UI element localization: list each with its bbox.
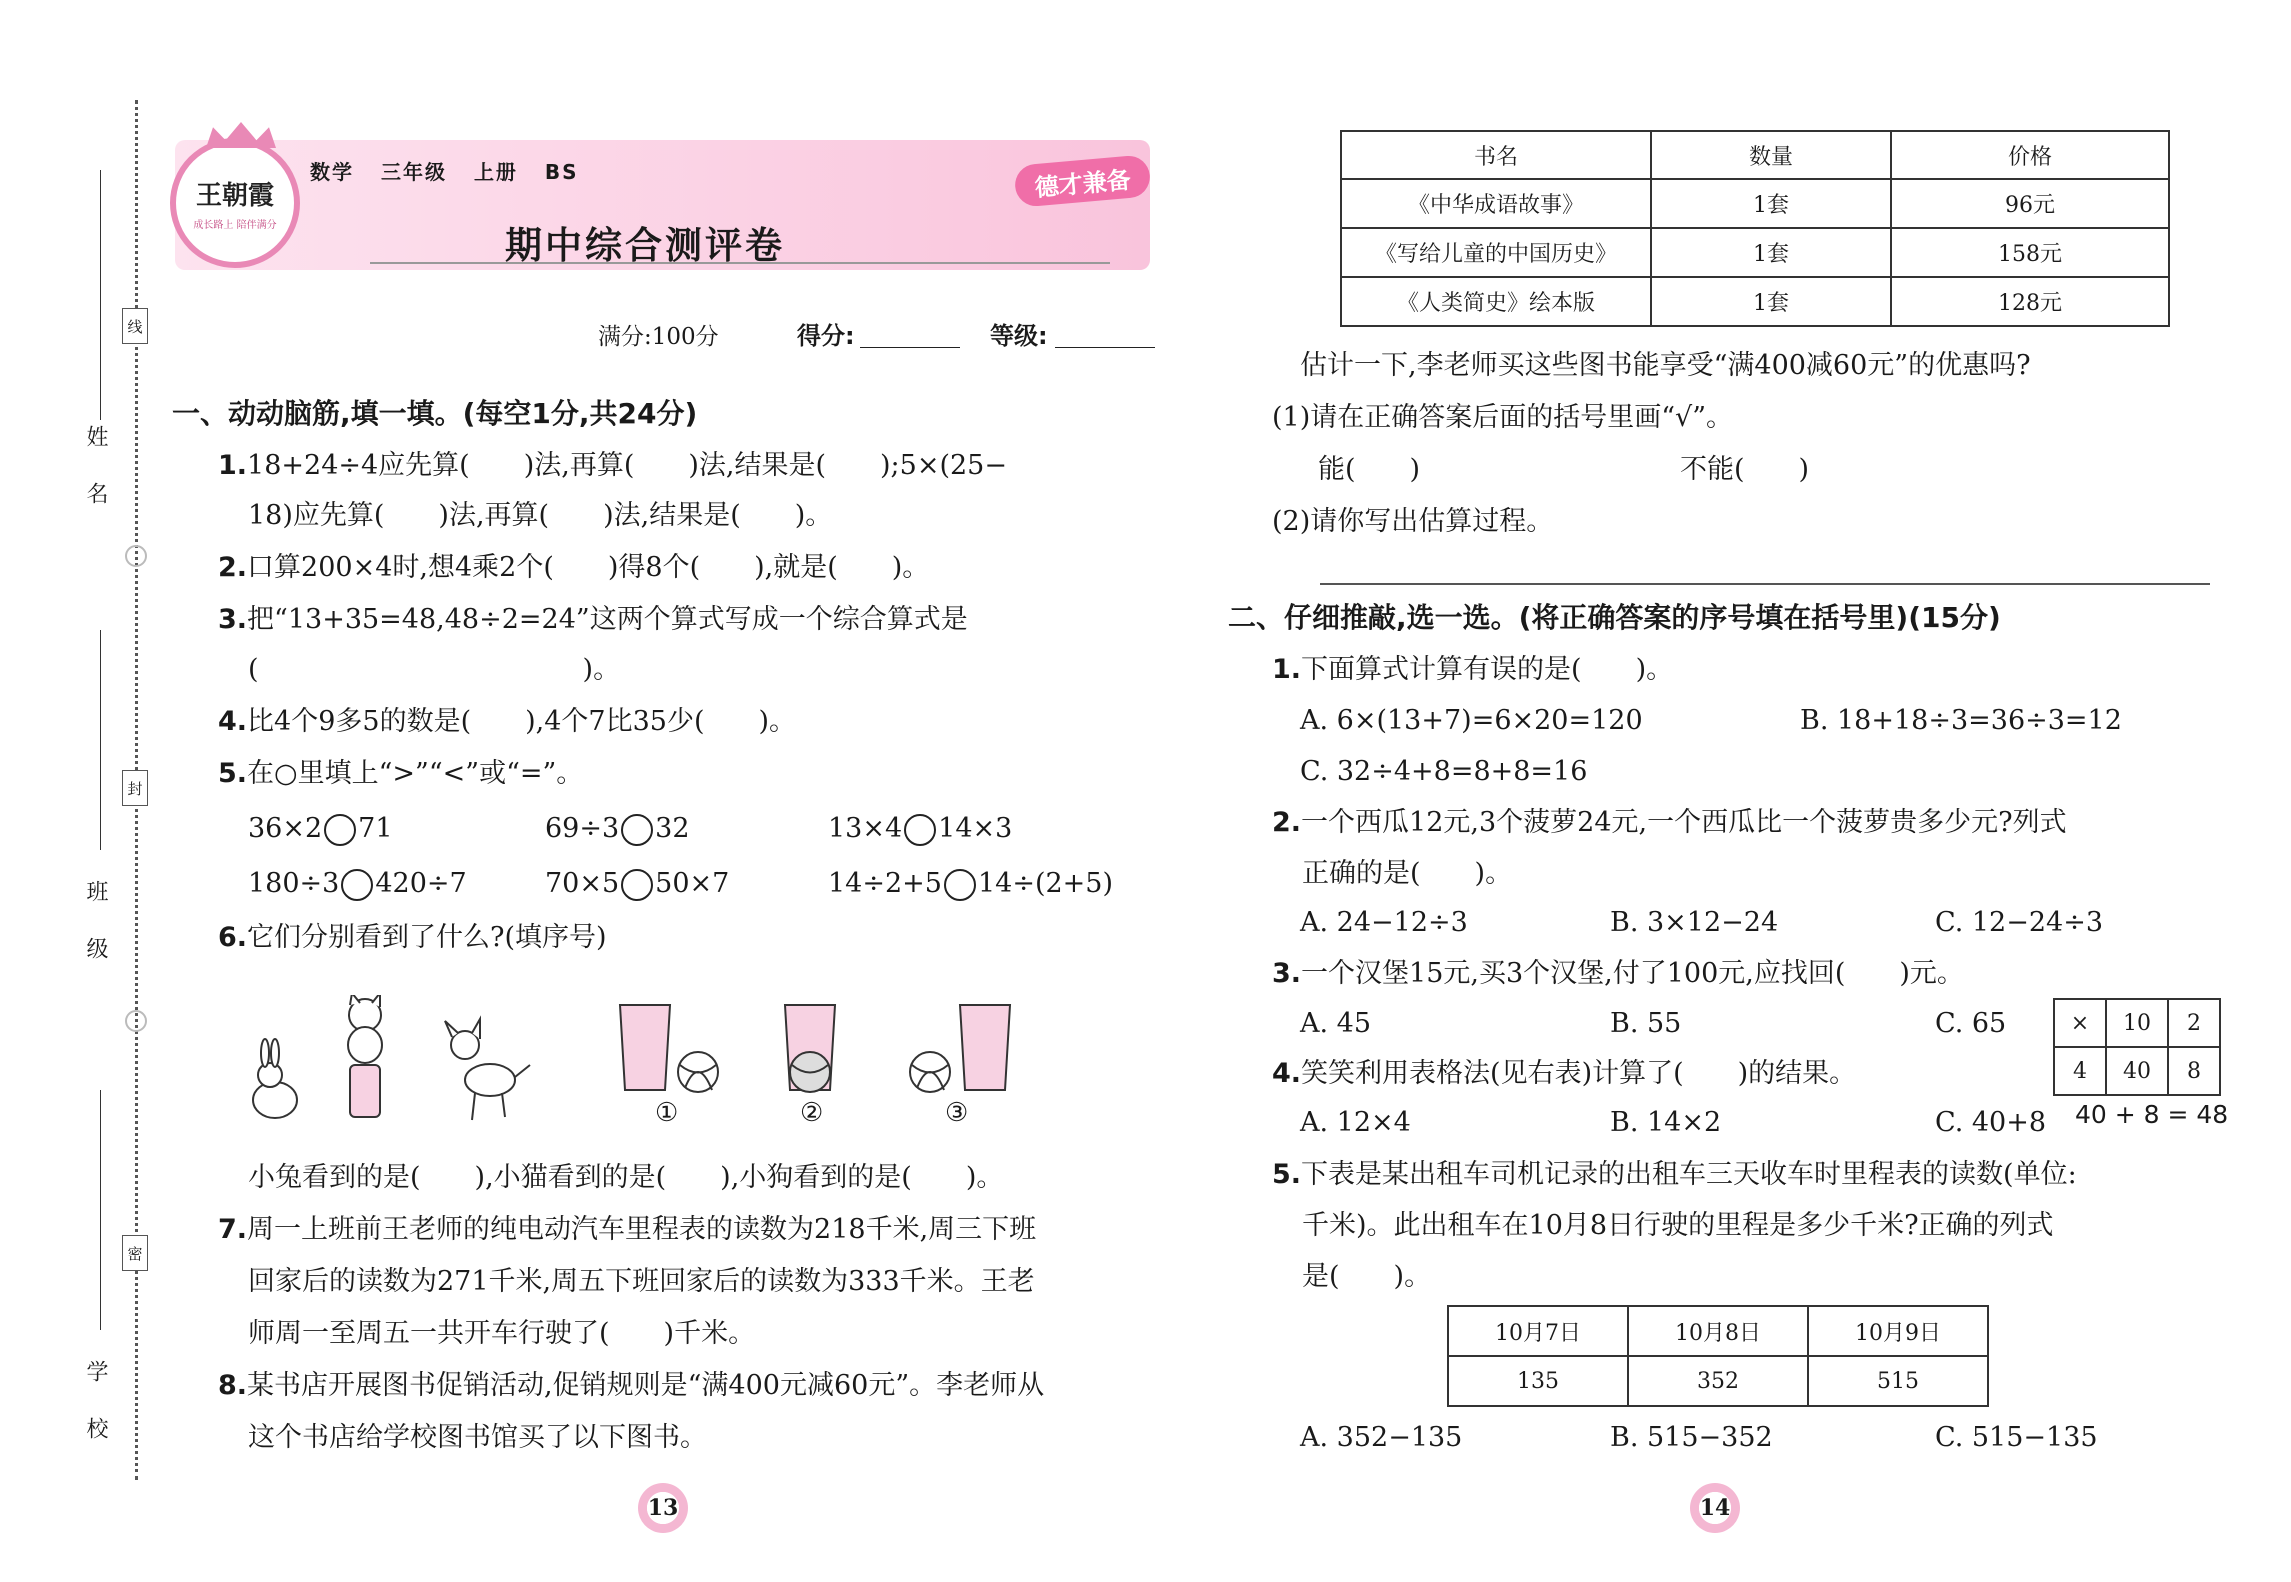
score-field[interactable] — [860, 347, 960, 348]
grid-row — [2054, 1047, 2220, 1095]
level-field[interactable] — [1055, 347, 1155, 348]
compare-item — [545, 858, 729, 909]
table-header-row — [1341, 131, 2169, 179]
table-cell: 135 — [1448, 1356, 1628, 1406]
full-score: 满分:100分 — [598, 324, 719, 350]
s2-q2-option-a[interactable]: A. 24−12÷3 — [1300, 907, 1468, 938]
question-7 — [218, 1204, 1036, 1255]
logo-text: 王朝霞 — [195, 181, 274, 211]
table-row — [1341, 179, 2169, 228]
q-number: 1. — [218, 450, 248, 481]
page-number-left: 13 — [638, 1483, 688, 1533]
table-cell: 《中华成语故事》 — [1341, 179, 1651, 228]
question-4 — [218, 696, 796, 747]
page-number-right: 14 — [1690, 1483, 1740, 1533]
s2-q1-option-a[interactable]: A. 6×(13+7)=6×20=120 — [1300, 705, 1643, 736]
table-cell: 515 — [1808, 1356, 1988, 1406]
q4-text: 比4个9多5的数是( ),4个7比35少( )。 — [247, 706, 797, 737]
compare-left: 13×4 — [828, 813, 903, 844]
table-cell: 1套 — [1651, 277, 1891, 326]
compare-right: 420÷7 — [375, 868, 467, 899]
s2-question-5 — [1272, 1149, 2077, 1200]
cut-mark-line: 线 — [122, 308, 148, 344]
q8-line2: 这个书店给学校图书馆买了以下图书。 — [248, 1422, 707, 1453]
table-cell: 《写给儿童的中国历史》 — [1341, 228, 1651, 277]
q-number: 4. — [218, 706, 248, 737]
book-table — [1340, 130, 2170, 327]
table-row — [1448, 1356, 1988, 1406]
s2-q5-option-a[interactable]: A. 352−135 — [1300, 1422, 1463, 1453]
term: 上册 — [473, 160, 518, 184]
cup-ball-view-2 — [785, 1005, 835, 1092]
views-illustration — [610, 1000, 1030, 1100]
s2-q4-text: 笑笑利用表格法(见右表)计算了( )的结果。 — [1301, 1058, 1857, 1089]
class-blank-line[interactable] — [100, 630, 101, 850]
compare-circle[interactable] — [621, 814, 653, 846]
view-label-2: ② — [800, 1098, 824, 1128]
table-header: 10月9日 — [1808, 1306, 1988, 1356]
compare-right: 32 — [655, 813, 690, 844]
table-cell: 128元 — [1891, 277, 2169, 326]
logo-slogan: 成长路上 陪伴满分 — [193, 220, 277, 231]
table-header: 10月8日 — [1628, 1306, 1808, 1356]
s2-question-1 — [1272, 644, 1673, 695]
q-number: 3. — [1272, 958, 1302, 989]
s2-question-3 — [1272, 948, 1964, 999]
school-label: 学 校 — [83, 1360, 108, 1453]
table-header: 书名 — [1341, 131, 1651, 179]
s2-q2-line2: 正确的是( )。 — [1302, 858, 1513, 889]
compare-circle[interactable] — [944, 869, 976, 901]
name-blank-line[interactable] — [100, 170, 101, 420]
compare-left: 69÷3 — [545, 813, 620, 844]
q8-ask: 估计一下,李老师买这些图书能享受“满400减60元”的优惠吗? — [1300, 350, 2031, 381]
crown-icon — [206, 122, 276, 148]
q6-answer: 小兔看到的是( ),小猫看到的是( ),小狗看到的是( )。 — [248, 1162, 1004, 1193]
q-number: 3. — [218, 604, 248, 635]
q7-line3: 师周一至周五一共开车行驶了( )千米。 — [248, 1318, 756, 1349]
badge-text: 德才兼备 — [1033, 165, 1132, 202]
s2-q3-text: 一个汉堡15元,买3个汉堡,付了100元,应找回( )元。 — [1301, 958, 1964, 989]
title-underline — [370, 262, 1110, 264]
class-label: 班 级 — [83, 880, 108, 973]
grid-row — [2054, 999, 2220, 1047]
compare-right: 14÷(2+5) — [977, 868, 1113, 899]
grid-cell: 40 — [2106, 1047, 2168, 1095]
s2-q5-option-c[interactable]: C. 515−135 — [1935, 1422, 2098, 1453]
compare-item — [828, 858, 1113, 909]
s2-q3-option-c[interactable]: C. 65 — [1935, 1008, 2007, 1039]
q-number: 8. — [218, 1370, 248, 1401]
cut-mark-seal: 封 — [122, 770, 148, 806]
binding-hole-icon — [125, 1010, 147, 1032]
subject: 数学 — [310, 160, 354, 184]
question-8 — [218, 1360, 1044, 1411]
logo — [170, 138, 300, 268]
grid-cell: 10 — [2106, 999, 2168, 1047]
view-label-1: ① — [655, 1098, 679, 1128]
question-2 — [218, 542, 929, 593]
grid-cell: 4 — [2054, 1047, 2106, 1095]
q1-line2: 18)应先算( )法,再算( )法,结果是( )。 — [248, 500, 833, 531]
edition: BS — [544, 160, 579, 184]
q8-part1: (1)请在正确答案后面的括号里画“√”。 — [1272, 402, 1734, 433]
q6-text: 它们分别看到了什么?(填序号) — [247, 922, 607, 953]
s2-q4-option-b[interactable]: B. 14×2 — [1610, 1107, 1722, 1138]
cup-ball-view-1 — [620, 1005, 718, 1092]
s2-q3-option-b[interactable]: B. 55 — [1610, 1008, 1682, 1039]
compare-left: 180÷3 — [248, 868, 340, 899]
score-label: 得分: — [797, 322, 855, 350]
compare-right: 71 — [358, 813, 393, 844]
question-6 — [218, 912, 607, 963]
q2-text: 口算200×4时,想4乘2个( )得8个( ),就是( )。 — [247, 552, 930, 583]
table-header: 数量 — [1651, 131, 1891, 179]
q8-no-option[interactable]: 不能( ) — [1680, 454, 1810, 485]
table-cell: 《人类简史》绘本版 — [1341, 277, 1651, 326]
table-header-row — [1448, 1306, 1988, 1356]
multiplication-grid — [2053, 998, 2221, 1096]
compare-circle[interactable] — [621, 869, 653, 901]
table-header: 10月7日 — [1448, 1306, 1628, 1356]
page-title: 期中综合测评卷 — [505, 224, 785, 267]
s2-question-4 — [1272, 1048, 1856, 1099]
q-number: 5. — [1272, 1159, 1302, 1190]
s2-q1-text: 下面算式计算有误的是( )。 — [1301, 654, 1674, 685]
school-blank-line[interactable] — [100, 1090, 101, 1330]
grid-cell: 8 — [2168, 1047, 2220, 1095]
question-1 — [218, 440, 1007, 491]
q-number: 1. — [1272, 654, 1302, 685]
s2-q2-option-c[interactable]: C. 12−24÷3 — [1935, 907, 2103, 938]
question-3 — [218, 594, 968, 645]
section1-title: 一、动动脑筋,填一填。(每空1分,共24分) — [172, 397, 698, 430]
q8-part2: (2)请你写出估算过程。 — [1272, 506, 1554, 537]
level-label: 等级: — [990, 322, 1048, 350]
table-cell: 96元 — [1891, 179, 2169, 228]
view-label-3: ③ — [945, 1098, 969, 1128]
compare-circle[interactable] — [904, 814, 936, 846]
compare-circle[interactable] — [324, 814, 356, 846]
compare-circle[interactable] — [341, 869, 373, 901]
s2-q2-option-b[interactable]: B. 3×12−24 — [1610, 907, 1779, 938]
animals-illustration — [240, 995, 540, 1135]
cat-icon — [348, 995, 382, 1117]
q3-line2: ( )。 — [248, 654, 621, 685]
question-5 — [218, 748, 583, 799]
compare-item — [248, 803, 393, 854]
s2-q5-line2: 千米)。此出租车在10月8日行驶的里程是多少千米?正确的列式 — [1302, 1210, 2054, 1241]
grid-cell: × — [2054, 999, 2106, 1047]
cup-ball-view-3 — [910, 1005, 1010, 1092]
q1-line1: 18+24÷4应先算( )法,再算( )法,结果是( );5×(25− — [247, 450, 1007, 481]
s2-question-2 — [1272, 797, 2067, 848]
binding-hole-icon — [125, 545, 147, 567]
q-number: 4. — [1272, 1058, 1302, 1089]
compare-left: 70×5 — [545, 868, 620, 899]
grid-sum: 40 + 8 = 48 — [2075, 1100, 2229, 1129]
s2-q5-line1: 下表是某出租车司机记录的出租车三天收车时里程表的读数(单位: — [1301, 1159, 2077, 1190]
table-cell: 1套 — [1651, 228, 1891, 277]
s2-q5-line3: 是( )。 — [1302, 1261, 1432, 1292]
table-cell: 1套 — [1651, 179, 1891, 228]
compare-left: 14÷2+5 — [828, 868, 942, 899]
q-number: 7. — [218, 1214, 248, 1245]
compare-left: 36×2 — [248, 813, 323, 844]
q-number: 6. — [218, 922, 248, 953]
compare-item — [828, 803, 1012, 854]
q-number: 2. — [218, 552, 248, 583]
q8-yes-option[interactable]: 能( ) — [1318, 454, 1421, 485]
compare-right: 50×7 — [655, 868, 730, 899]
s2-q3-option-a[interactable]: A. 45 — [1300, 1008, 1372, 1039]
q-number: 5. — [218, 758, 248, 789]
table-row — [1341, 277, 2169, 326]
odometer-table — [1447, 1305, 1989, 1407]
cut-mark-secret: 密 — [122, 1235, 148, 1271]
s2-q1-option-c[interactable]: C. 32÷4+8=8+8=16 — [1300, 756, 1588, 787]
s2-q4-option-c[interactable]: C. 40+8 — [1935, 1107, 2047, 1138]
q8-line1: 某书店开展图书促销活动,促销规则是“满400元减60元”。李老师从 — [247, 1370, 1045, 1401]
subject-line — [310, 156, 579, 185]
s2-q2-line1: 一个西瓜12元,3个菠萝24元,一个西瓜比一个菠萝贵多少元?列式 — [1301, 807, 2067, 838]
grid-cell: 2 — [2168, 999, 2220, 1047]
s2-q1-option-b[interactable]: B. 18+18÷3=36÷3=12 — [1800, 705, 2122, 736]
q7-line1: 周一上班前王老师的纯电动汽车里程表的读数为218千米,周三下班 — [247, 1214, 1037, 1245]
q3-line1: 把“13+35=48,48÷2=24”这两个算式写成一个综合算式是 — [247, 604, 968, 635]
q7-line2: 回家后的读数为271千米,周五下班回家后的读数为333千米。王老 — [248, 1266, 1035, 1297]
q-number: 2. — [1272, 807, 1302, 838]
s2-q4-option-a[interactable]: A. 12×4 — [1300, 1107, 1411, 1138]
table-row — [1341, 228, 2169, 277]
rabbit-icon — [253, 1039, 297, 1118]
dog-icon — [445, 1019, 530, 1120]
compare-item — [248, 858, 467, 909]
table-cell: 352 — [1628, 1356, 1808, 1406]
table-cell: 158元 — [1891, 228, 2169, 277]
table-header: 价格 — [1891, 131, 2169, 179]
answer-line[interactable] — [1320, 583, 2210, 585]
compare-right: 14×3 — [938, 813, 1013, 844]
grade: 三年级 — [380, 160, 447, 184]
section2-title: 二、仔细推敲,选一选。(将正确答案的序号填在括号里)(15分) — [1228, 601, 2001, 634]
compare-item — [545, 803, 690, 854]
s2-q5-option-b[interactable]: B. 515−352 — [1610, 1422, 1773, 1453]
q5-text: 在○里填上“>”“<”或“=”。 — [247, 758, 584, 789]
name-label: 姓 名 — [83, 425, 108, 518]
